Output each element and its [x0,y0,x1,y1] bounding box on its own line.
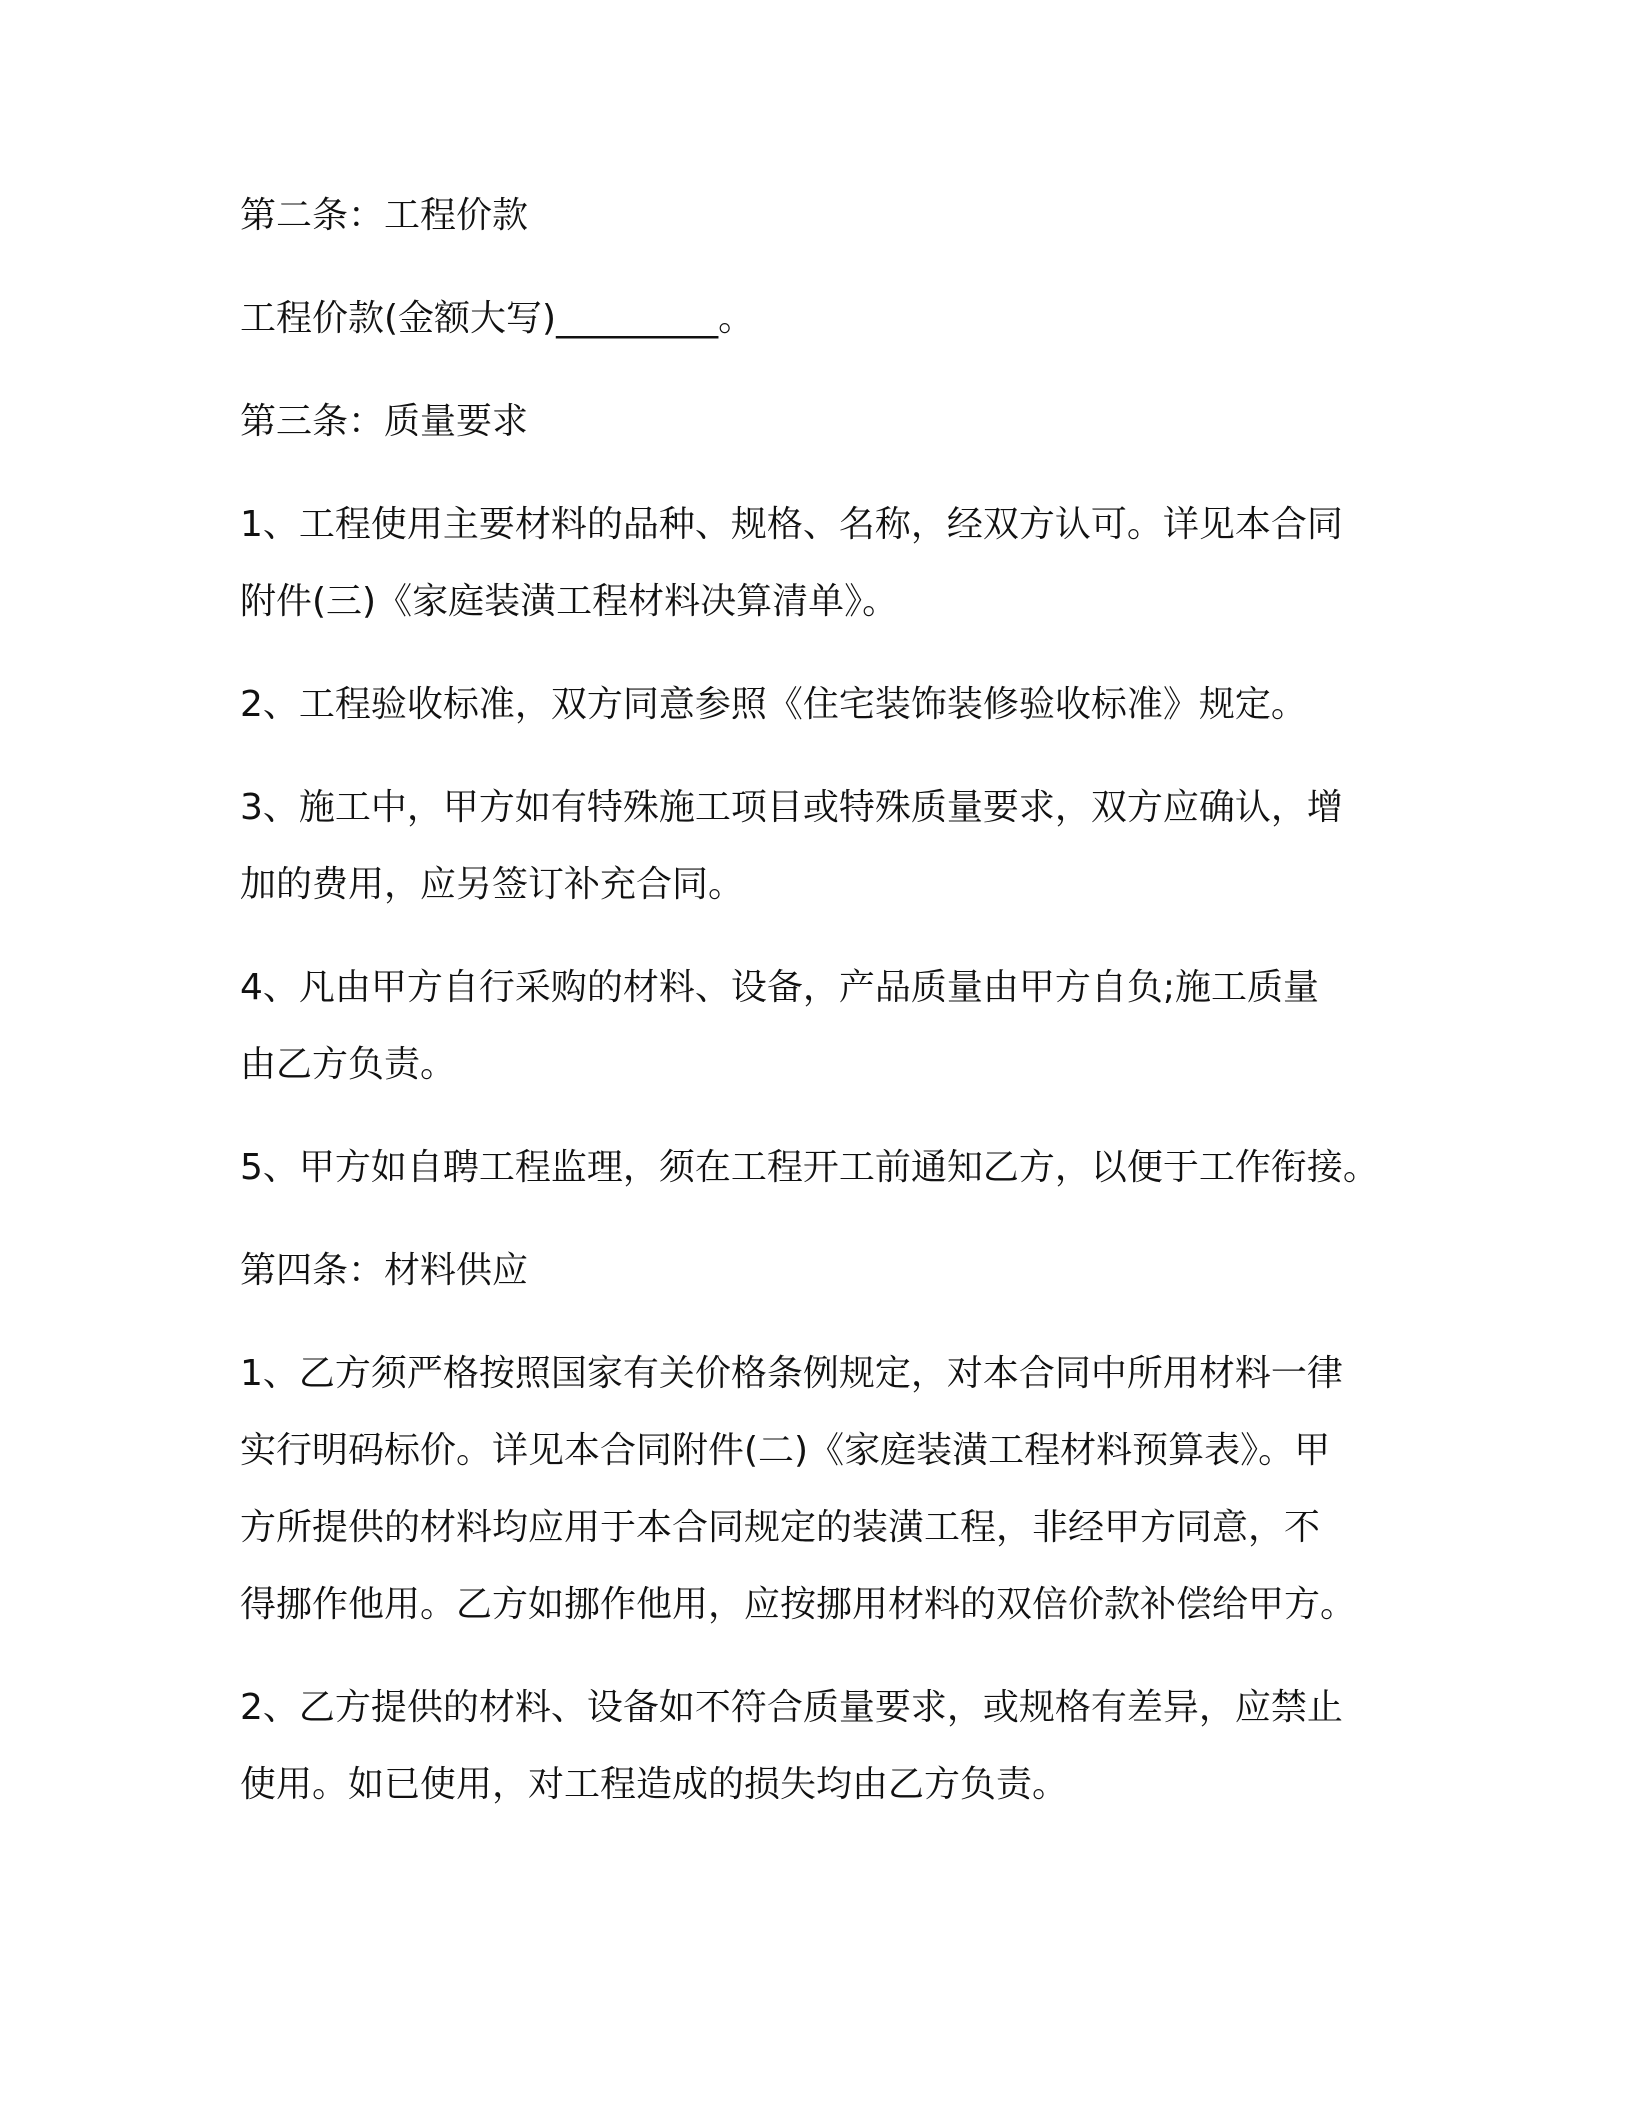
text-line: 附件(三)《家庭装潢工程材料决算清单》。 [240,581,899,622]
article-2-section [240,177,1572,357]
clause-paragraph [240,666,1572,743]
text-line: 3、施工中，甲方如有特殊施工项目或特殊质量要求，双方应确认，增 [240,787,1343,828]
text-line: 由乙方负责。 [240,1044,457,1085]
article-3-section [240,383,1572,1206]
text-line: 2、乙方提供的材料、设备如不符合质量要求，或规格有差异，应禁止 [240,1687,1343,1728]
text-line: 1、工程使用主要材料的品种、规格、名称，经双方认可。详见本合同 [240,504,1343,545]
clause-paragraph [240,1669,1572,1823]
clause-paragraph [240,949,1572,1103]
clause-paragraph [240,486,1572,640]
clause-paragraph [240,1335,1572,1643]
text-line: 1、乙方须严格按照国家有关价格条例规定，对本合同中所用材料一律 [240,1353,1343,1394]
article-heading: 第三条：质量要求 [240,401,529,442]
text-line: 实行明码标价。详见本合同附件(二)《家庭装潢工程材料预算表》。甲 [240,1430,1331,1471]
clause-paragraph [240,280,1572,357]
text-line: 5、甲方如自聘工程监理，须在工程开工前通知乙方，以便于工作衔接。 [240,1147,1379,1188]
text-line: 2、工程验收标准，双方同意参照《住宅装饰装修验收标准》规定。 [240,684,1307,725]
article-4-section [240,1232,1572,1823]
clause-paragraph [240,1129,1572,1206]
article-heading: 第二条：工程价款 [240,195,529,236]
article-heading: 第四条：材料供应 [240,1250,529,1291]
text-line: 4、凡由甲方自行采购的材料、设备，产品质量由甲方自负;施工质量 [240,967,1320,1008]
clause-paragraph [240,769,1572,923]
text-line: 使用。如已使用，对工程造成的损失均由乙方负责。 [240,1764,1069,1805]
text-line: 工程价款(金额大写)_________。 [240,298,755,339]
text-line: 得挪作他用。乙方如挪作他用，应按挪用材料的双倍价款补偿给甲方。 [240,1584,1357,1625]
text-line: 加的费用，应另签订补充合同。 [240,864,745,905]
text-line: 方所提供的材料均应用于本合同规定的装潢工程，非经甲方同意，不 [240,1507,1321,1548]
